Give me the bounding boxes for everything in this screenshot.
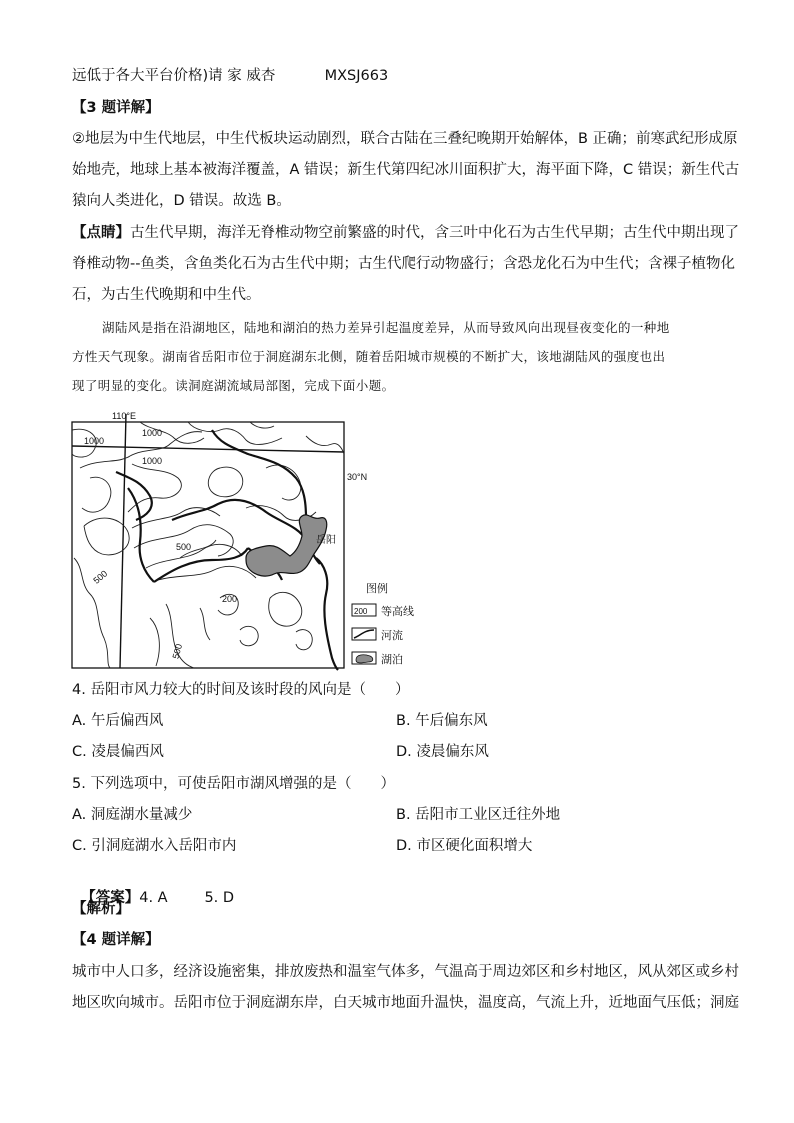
q3-line-1: ②地层为中生代地层，中生代板块运动剧烈，联合古陆在三叠纪晚期开始解体，B 正确；前寒武纪形成原: [72, 131, 738, 147]
q4-detail-line-2: 地区吹向城市。岳阳市位于洞庭湖东岸，白天城市地面升温快，温度高，气流上升，近地面气压低；洞庭: [72, 995, 739, 1011]
note-line-3: 石，为古生代晚期和中生代。: [72, 287, 261, 303]
q3-line-3: 猿向人类进化，D 错误。故选 B。: [72, 193, 291, 209]
latitude-label: 30°N: [347, 472, 368, 482]
q5-option-d: D. 市区硬化面积增大: [396, 838, 533, 854]
q4-option-b: B. 午后偏东风: [396, 713, 488, 729]
dongting-lake-map: [70, 408, 414, 672]
answer-label: 【答案】: [81, 890, 140, 906]
q5-option-c: C. 引洞庭湖水入岳阳市内: [72, 838, 237, 854]
passage-line-3: 现了明显的变化。读洞庭湖流域局部图，完成下面小题。: [72, 378, 395, 393]
contour-label: 1000: [142, 428, 163, 438]
contour-label: 500: [170, 642, 185, 660]
legend-title: 图例: [366, 582, 388, 595]
header-text: 远低于各大平台价格)请 家 威杏: [72, 68, 276, 84]
passage-line-2: 方性天气现象。湖南省岳阳市位于洞庭湖东北侧，随着岳阳城市规模的不断扩大，该地湖陆风的强度也出: [72, 349, 666, 364]
note-label: 【点睛】: [72, 225, 130, 241]
longitude-label: 110°E: [112, 411, 136, 421]
legend-river-label: 河流: [381, 629, 403, 642]
city-label: 岳阳: [316, 535, 336, 546]
q4-detail-line-1: 城市中人口多，经济设施密集，排放废热和温室气体多，气温高于周边郊区和乡村地区，风从郊区或乡村: [72, 964, 739, 980]
q4-stem: 4. 岳阳市风力较大的时间及该时段的风向是（ ）: [72, 682, 410, 698]
map-legend: [352, 581, 414, 666]
contour-label: 1000: [142, 456, 163, 466]
header-code: MXSJ663: [324, 68, 389, 84]
q5-stem: 5. 下列选项中，可使岳阳市湖风增强的是（ ）: [72, 776, 395, 792]
analysis-label: 【解析】: [72, 901, 130, 917]
q5-option-a: A. 洞庭湖水量减少: [72, 807, 193, 823]
q3-heading: 【3 题详解】: [72, 100, 160, 116]
q4-detail-heading: 【4 题详解】: [72, 932, 160, 948]
contour-label: 1000: [84, 436, 105, 446]
legend-lake-shape: [356, 655, 373, 663]
q4-option-c: C. 凌晨偏西风: [72, 744, 164, 760]
q5-option-b: B. 岳阳市工业区迁往外地: [396, 807, 561, 823]
q4-option-d: D. 凌晨偏东风: [396, 744, 489, 760]
legend-lake-label: 湖泊: [381, 653, 403, 666]
passage-line-1: 湖陆风是指在沿湖地区，陆地和湖泊的热力差异引起温度差异，从而导致风向出现昼夜变化的一种地: [102, 320, 670, 335]
contour-label: 500: [91, 568, 110, 586]
legend-contour-label: 等高线: [381, 605, 414, 618]
page-header: [72, 66, 388, 86]
contour-label: 500: [176, 542, 192, 552]
note-text-1: 古生代早期，海洋无脊椎动物空前繁盛的时代，含三叶中化石为古生代早期；古生代中期出现了: [130, 225, 739, 241]
q4-option-a: A. 午后偏西风: [72, 713, 164, 729]
answer-text: 4. A 5. D: [139, 890, 235, 906]
note-line-2: 脊椎动物--鱼类，含鱼类化石为古生代中期；古生代爬行动物盛行；含恐龙化石为中生代；含裸子植物化: [72, 256, 735, 272]
contour-label: 200: [222, 594, 238, 604]
q3-line-2: 始地壳，地球上基本被海洋覆盖，A 错误；新生代第四纪冰川面积扩大，海平面下降，C 错误；新生代古: [72, 162, 740, 178]
legend-contour-sample: 200: [354, 607, 368, 616]
note-line-1: [72, 223, 739, 243]
